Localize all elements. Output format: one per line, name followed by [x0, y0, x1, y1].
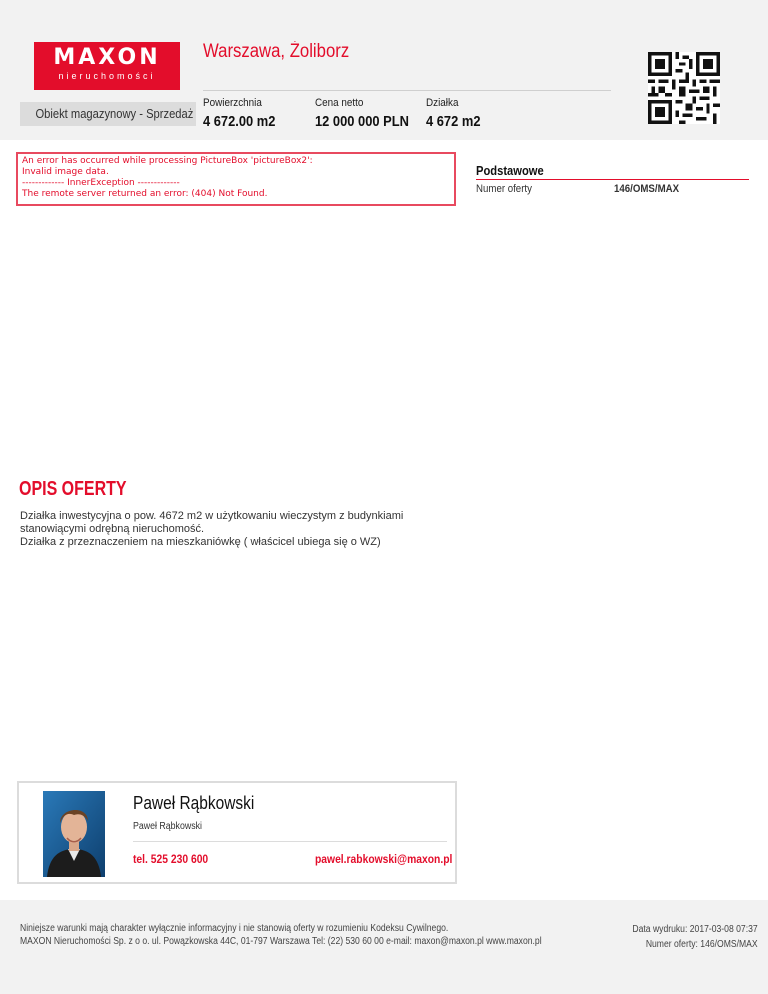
description-line: Działka z przeznaczeniem na mieszkaniówkę ( właścicel ubiega się o WZ)	[20, 536, 381, 548]
stat-area-label: Powierzchnia	[203, 97, 262, 109]
stat-plot	[426, 97, 489, 130]
maxon-logo	[34, 42, 180, 90]
agent-email-link[interactable]: pawel.rabkowski@maxon.pl	[315, 852, 453, 866]
agent-photo	[43, 791, 105, 877]
description-line: Działka inwestycyjna o pow. 4672 m2 w użytkowaniu wieczystym z budynkiami	[20, 510, 404, 522]
property-category-label: Obiekt magazynowy - Sprzedaż	[35, 106, 194, 121]
basics-divider	[476, 179, 749, 180]
stat-plot-label: Działka	[426, 97, 459, 109]
agent-card	[17, 781, 457, 884]
description-title: OPIS OFERTY	[19, 478, 127, 500]
agent-subtitle: Paweł Rąbkowski	[133, 821, 202, 832]
property-location: Warszawa, Żoliborz	[203, 41, 350, 62]
error-line: Invalid image data.	[22, 167, 109, 177]
stat-price	[315, 97, 424, 130]
stat-price-label: Cena netto	[315, 97, 364, 109]
footer-offer-number: Numer oferty: 146/OMS/MAX	[646, 939, 758, 950]
print-date: Data wydruku: 2017-03-08 07:37	[632, 924, 758, 935]
image-error-message	[16, 152, 456, 206]
error-line: The remote server returned an error: (404) Not Found.	[22, 189, 268, 199]
property-category	[20, 102, 196, 126]
agent-divider	[133, 841, 447, 842]
header-divider	[203, 90, 611, 91]
footer-meta	[633, 922, 758, 952]
footer-line-2: MAXON Nieruchomości Sp. z o o. ul. Powązkowska 44C, 01-797 Warszawa Tel: (22) 530 60 00 e-mail: maxon@maxon.pl www.maxon.pl	[20, 936, 542, 947]
offer-number-value: 146/OMS/MAX	[614, 183, 680, 195]
footer-line-1: Niniejsze warunki mają charakter wyłącznie informacyjny i nie stanowią oferty w rozumieniu Kodeksu Cywilnego.	[20, 923, 449, 934]
logo-sub-text: nieruchomości	[58, 71, 156, 81]
footer-disclaimer	[20, 922, 542, 948]
error-line: An error has occurred while processing PictureBox 'pictureBox2':	[22, 156, 313, 166]
logo-main-text: MAXON	[53, 45, 161, 70]
stat-plot-value: 4 672 m2	[426, 113, 481, 130]
agent-name: Paweł Rąbkowski	[133, 793, 255, 813]
basics-section-title: Podstawowe	[476, 163, 544, 178]
agent-phone-link[interactable]: tel. 525 230 600	[133, 852, 209, 866]
stat-area-value: 4 672.00 m2	[203, 113, 276, 130]
qr-code-icon	[646, 52, 722, 124]
stat-price-value: 12 000 000 PLN	[315, 113, 409, 130]
description-line: stanowiącymi odrębną nieruchomość.	[20, 523, 205, 535]
description-body	[20, 510, 403, 549]
error-line: ------------- InnerException -------------	[22, 178, 180, 188]
stat-area	[203, 97, 287, 130]
offer-number-label: Numer oferty	[476, 183, 532, 195]
